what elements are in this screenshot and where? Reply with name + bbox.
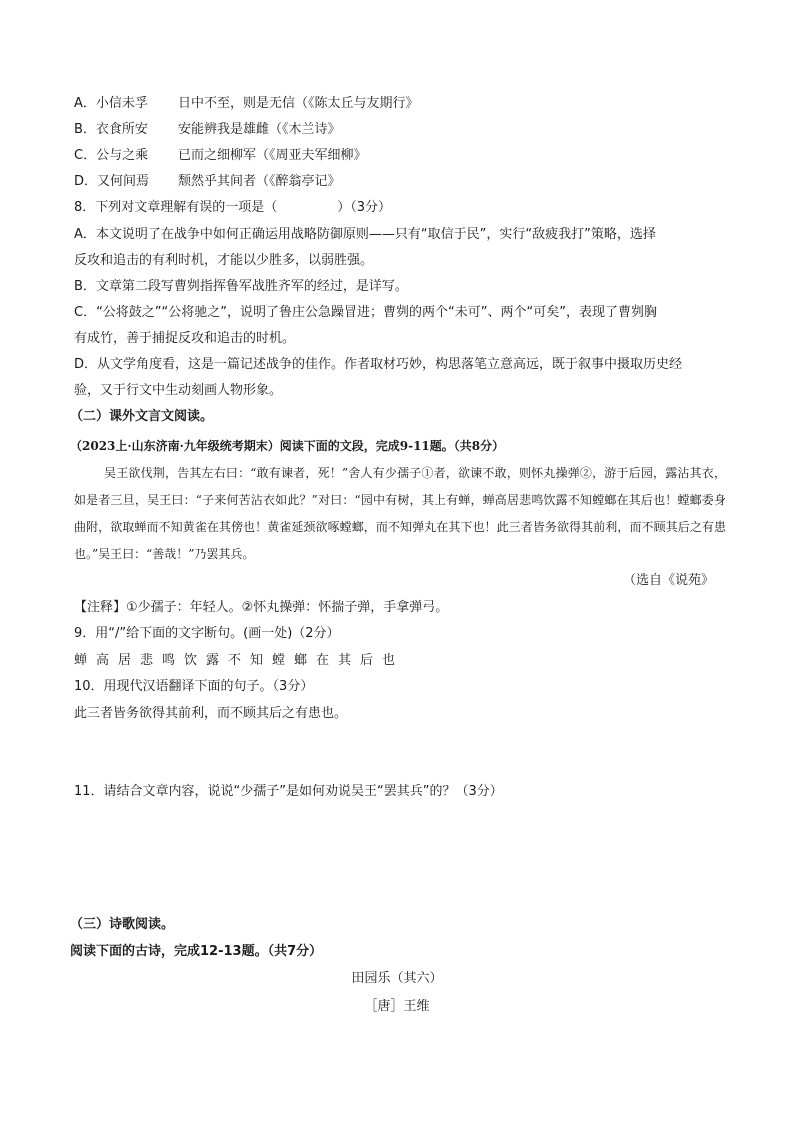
poem-author: ［唐］王维 [364,999,430,1014]
q8-option-b: B．文章第二段写曹刿指挥鲁军战胜齐军的经过，是详写。 [74,279,408,294]
passage-text: 吴王欲伐荆，告其左右曰：“敢有谏者，死！”舍人有少孺子①者，欲谏不敢，则怀丸操弹②，游于后园，露沾其衣，如是者三旦，吴王曰：“子来何苦沾衣如此？”对曰：“园中有树，其上有蝉，蝉高居悲鸣饮露不知螳螂在其后也！螳螂委身曲附，欲取蝉而不知黄雀在其傍也！黄雀延颈欲啄螳螂，而不知弹丸在其下也！此三者皆务欲得其前利，而不顾其后之有患也。”吴王曰：“善哉！”乃罢其兵。 [74,466,726,561]
annotation-note: 【注释】①少孺子：年轻人。②怀丸操弹：怀揣子弹，手拿弹弓。 [74,600,449,615]
poem-title: 田园乐（其六） [351,971,443,986]
option-text: 安能辨我是雄雌（《木兰诗》 [178,122,341,137]
question-8-stem [74,198,724,218]
question-11: 11．请结合文章内容，说说“少孺子”是如何劝说吴王“罢其兵”的？（3分） [74,784,503,799]
passage-citation: （选自《说苑》 [622,573,714,588]
section-2-title: （二）课外文言文阅读。 [70,409,214,424]
option-b-q7 [74,120,724,140]
option-label: C．公与之乘 [74,148,149,163]
option-text: 已而之细柳军（《周亚夫军细柳》 [178,148,367,163]
q9-segment-text: 蝉高居悲鸣饮露不知螳螂在其后也 [74,653,405,668]
section-3-title: （三）诗歌阅读。 [70,917,175,932]
classical-passage [74,460,726,568]
q8-option-d-line2: 验，又于行文中生动刻画人物形象。 [74,383,283,398]
option-a-q7 [74,94,724,114]
q8-option-c-line2: 有成竹，善于捕捉反攻和追击的时机。 [74,331,296,346]
q8-option-c-line1: C．“公将鼓之”“公将驰之”，说明了鲁庄公急躁冒进；曹刿的两个“未可”、两个“可矣”，表现了曹刿胸 [74,305,657,320]
section-3-instruction: 阅读下面的古诗，完成12-13题。（共7分） [70,944,323,959]
option-label: D．又何间焉 [74,174,150,189]
option-text: 日中不至，则是无信（《陈太丘与友期行》 [178,96,419,111]
option-text: 颓然乎其间者（《醉翁亭记》 [178,174,341,189]
section-2-source: （2023上·山东济南·九年级统考期末）阅读下面的文段，完成9-11题。（共8分） [70,439,505,453]
question-10: 10．用现代汉语翻译下面的句子。（3分） [74,679,314,694]
option-label: B．衣食所安 [74,122,148,137]
option-c-q7 [74,146,724,166]
q8-stem-start: 8．下列对文章理解有误的一项是（ [74,200,278,215]
question-9: 9．用“/”给下面的文字断句。(画一处)（2分） [74,626,340,641]
option-label: A．小信未孚 [74,96,148,111]
q8-stem-end: ）（3分） [337,200,392,215]
q8-option-a-line1: A．本文说明了在战争中如何正确运用战略防御原则——只有“取信于民”，实行“敌疲我打”策略，选择 [74,227,656,242]
option-d-q7 [74,172,724,192]
q8-option-a-line2: 反攻和追击的有利时机，才能以少胜多，以弱胜强。 [74,253,374,268]
q8-option-d-line1: D．从文学角度看，这是一篇记述战争的佳作。作者取材巧妙，构思落笔立意高远，既于叙事中摄取历史经 [74,357,683,372]
q10-sentence: 此三者皆务欲得其前利，而不顾其后之有患也。 [74,706,348,721]
